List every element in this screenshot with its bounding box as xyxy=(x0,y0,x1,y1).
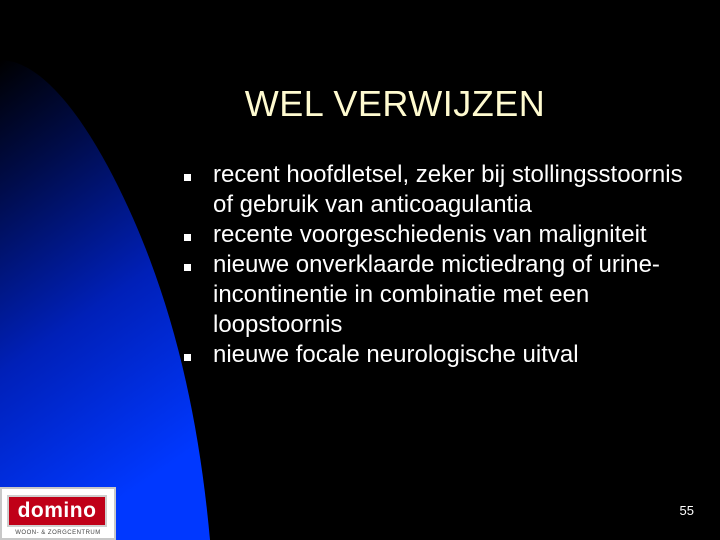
bullet-list xyxy=(180,160,690,370)
bullet-item xyxy=(180,250,690,340)
square-bullet-icon xyxy=(184,174,191,181)
logo-red-box xyxy=(7,495,107,527)
square-bullet-icon xyxy=(184,354,191,361)
logo-word: domino xyxy=(17,499,97,522)
square-bullet-icon xyxy=(184,234,191,241)
bullet-text: recente voorgeschiedenis van maligniteit xyxy=(213,221,647,248)
bullet-item xyxy=(180,340,690,370)
bullet-item xyxy=(180,160,690,220)
bullet-text: nieuwe onverklaarde mictiedrang of urine-incontinentie in combinatie met een loopstoornis xyxy=(213,251,660,338)
square-bullet-icon xyxy=(184,264,191,271)
domino-logo xyxy=(0,487,116,540)
logo-subtitle: WOON- & ZORGCENTRUM xyxy=(15,530,101,536)
bullet-text: recent hoofdletsel, zeker bij stollingsstoornis of gebruik van anticoagulantia xyxy=(213,161,683,218)
bullet-item xyxy=(180,220,690,250)
page-number: 55 xyxy=(679,503,694,518)
bullet-text: nieuwe focale neurologische uitval xyxy=(213,341,579,368)
slide-title: WEL VERWIJZEN xyxy=(244,83,546,124)
